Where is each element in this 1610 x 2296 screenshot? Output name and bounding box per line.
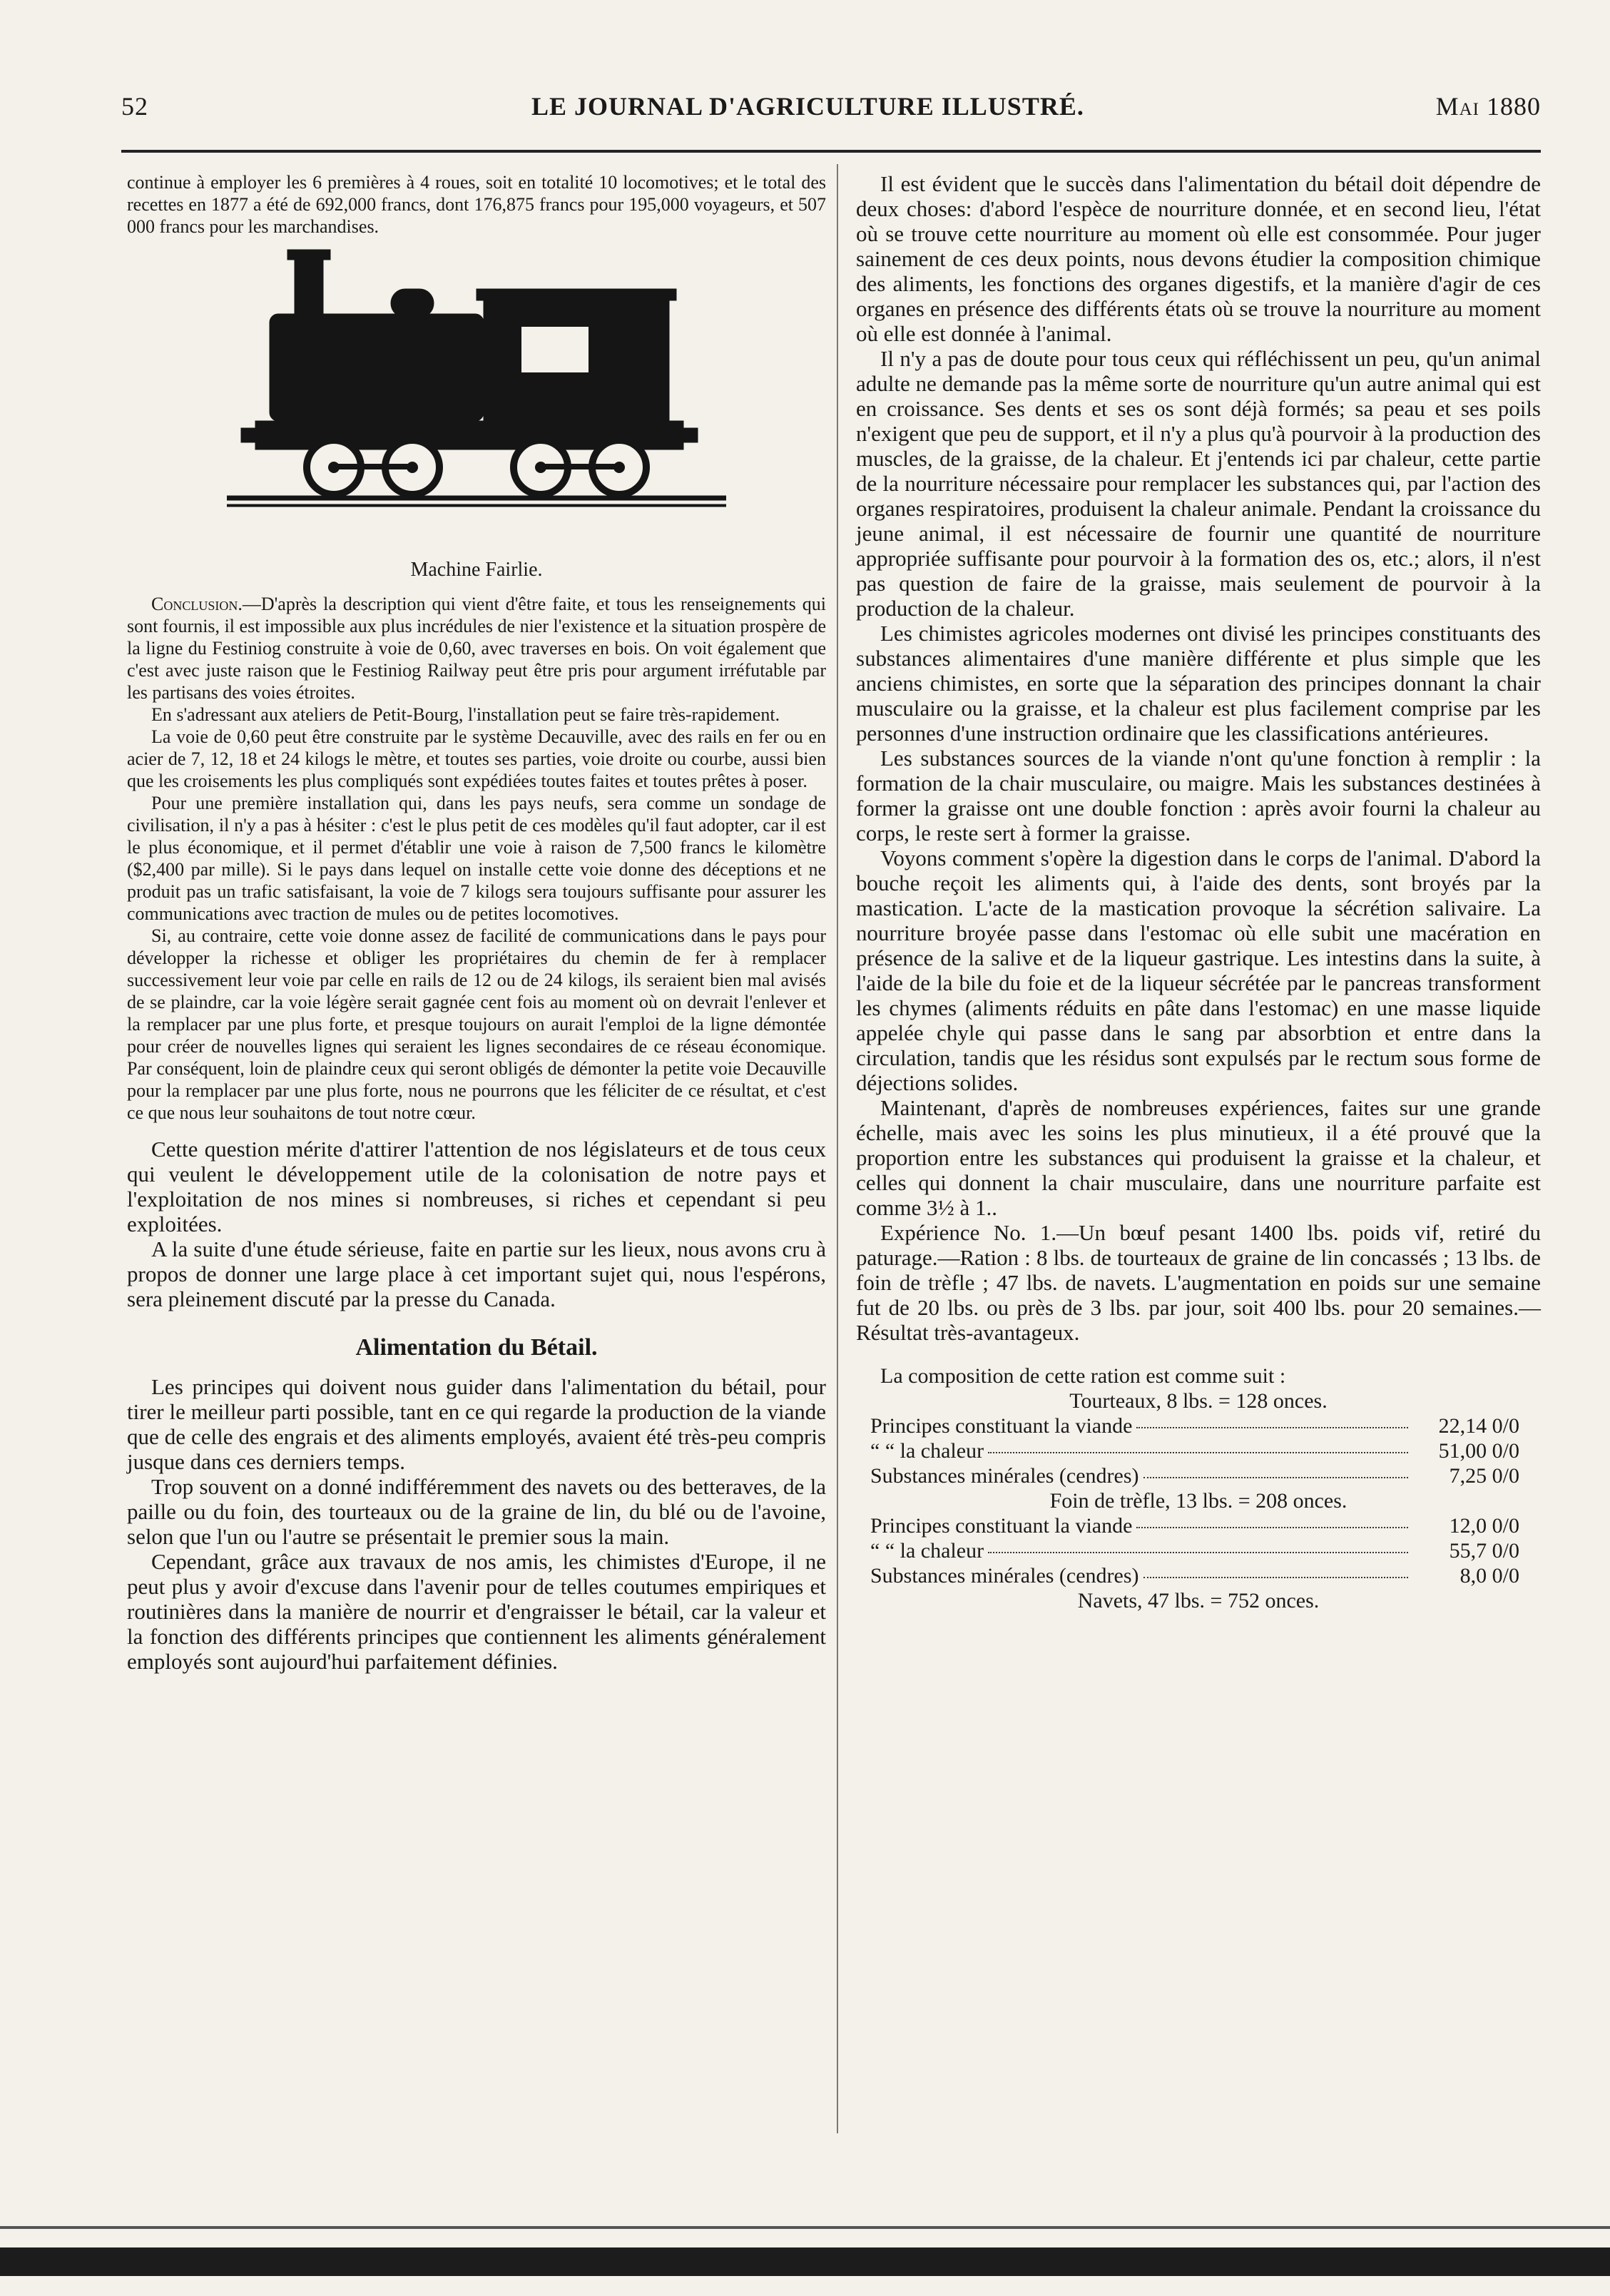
conclusion-paragraph	[127, 593, 826, 703]
paragraph: Il n'y a pas de doute pour tous ceux qui réfléchissent un peu, qu'un animal adulte ne demande pas la même sorte de nourriture qu'un autre animal qui est en croissance. Ses dents et ses os sont déjà formés; sa peau et ses poils n'exigent que peu de support, et il n'y a plus qu'à pourvoir à la production des muscles, de la graisse, de la chaleur. Et j'entends ici par chaleur, cette partie de la nourriture nécessaire pour remplacer les substances qui, par l'action des organes respiratoires, produisent la chaleur animale. Pendant la croissance du jeune animal, il est nécessaire de fournir une quantité de nourriture appropriée suffisante pour pourvoir à la formation des os, etc.; alors, il n'est pas question de faire de la graisse, mais seulement de pourvoir à la production de la chaleur.	[856, 346, 1541, 621]
paragraph: Les substances sources de la viande n'ont qu'une fonction à remplir : la formation de la chair musculaire, ou maigre. Mais les substances destinées à former la graisse ont une double fonction : après avoir fourni la chaleur au corps, le reste sert à former la graisse.	[856, 746, 1541, 845]
paragraph: Voyons comment s'opère la digestion dans le corps de l'animal. D'abord la bouche reçoit les aliments qui, à l'aide des dents, sont broyés par la mastication. L'acte de la mastication provoque la sécrétion salivaire. La nourriture broyée passe dans l'estomac où elle subit une macération en présence de la salive et de la liqueur gastrique. Les intestins dans la suite, à l'aide de la bile du foie et de la liqueur sécrétée par le pancreas transforment les chymes (aliments réduits en pâte dans l'estomac) en une masse liquide appelée chyle qui passe dans le sang par absorbtion et entre dans la circulation, tandis que les résidus sont expulsés par le rectum sous forme de déjections solides.	[856, 845, 1541, 1095]
bottom-rule	[0, 2226, 1610, 2229]
paragraph: Si, au contraire, cette voie donne assez de facilité de communications dans le pays pour développer la richesse et obliger les propriétaires du chemin de fer à remplacer successivement leur voie par celle en rails de 12 ou de 24 kilogs, ils seraient bien mal avisés de se plaindre, car la voie légère serait gagnée cent fois au moment où on devrait l'enlever et la remplacer par une plus forte, et presque toujours on aurait l'emploi de la ligne démontée pour créer de nouvelles lignes qui seraient les lignes secondaires de ce réseau économique. Par conséquent, loin de plaindre ceux qui seront obligés de démonter la petite voie Decauville pour la remplacer par une plus forte, nous ne pourrons que les féliciter de ce résultat, et c'est ce que nous leur souhaitons de tout notre cœur.	[127, 925, 826, 1123]
paragraph: Cependant, grâce aux travaux de nos amis, les chimistes d'Europe, il ne peut plus y avoir d'excuse dans l'avenir pour de telles coutumes empiriques et routinières dans la manière de nourrir et d'engraisser le bétail, car la valeur et la fonction des différents principes que contiennent les aliments généralement employés sont aujourd'hui parfaitement définies.	[127, 1549, 826, 1674]
right-column	[856, 171, 1541, 1613]
table-heading: Foin de trèfle, 13 lbs. = 208 onces.	[1049, 1489, 1347, 1513]
paragraph: Trop souvent on a donné indifféremment des navets ou des betteraves, de la paille ou du foin, des tourteaux ou de la graine de lin, du blé ou de l'avoine, selon que l'un ou l'autre se présentait le premier sous la main.	[127, 1474, 826, 1549]
paragraph: Cette question mérite d'attirer l'attention de nos législateurs et de tous ceux qui veulent le développement utile de la colonisation de notre pays et l'exploitation de nos mines si nombreuses, si riches et cependant si peu exploitées.	[127, 1137, 826, 1236]
page-header	[121, 91, 1541, 134]
row-value: 51,00 0/0	[1438, 1439, 1519, 1463]
conclusion-label: Conclusion.	[151, 594, 243, 614]
table-row	[856, 1438, 1541, 1463]
table-intro: La composition de cette ration est comme suit :	[880, 1364, 1286, 1388]
table-row	[856, 1413, 1541, 1438]
table-row	[856, 1463, 1541, 1488]
conclusion-text: —D'après la description qui vient d'être faite, et tous les renseignements qui sont fournis, il est impossible aux plus incrédules de nier l'existence et la situation prospère de la ligne du Festiniog construite à voie de 0,60, avec traverses en bois. On voit également que c'est avec juste raison que le Festiniog Railway peut être pris pour argument irréfutable par les partisans des voies étroites.	[127, 594, 826, 703]
paragraph: Il est évident que le succès dans l'alimentation du bétail doit dépendre de deux choses: d'abord l'espèce de nourriture donnée, et en second lieu, l'état où se trouve cette nourriture au moment où elle est consommée. Pour juger sainement de ces deux points, nous devons étudier la composition chimique des aliments, les fonctions des organes digestifs, et la manière d'agir de ces organes en présence des différents états où se trouve la nourriture au moment où elle est donnée à l'animal.	[856, 171, 1541, 346]
issue-date: Mai 1880	[1435, 92, 1541, 121]
paragraph: En s'adressant aux ateliers de Petit-Bourg, l'installation peut se faire très-rapidement.	[151, 704, 780, 725]
header-rule	[121, 150, 1541, 153]
paragraph: A la suite d'une étude sérieuse, faite en partie sur les lieux, nous avons cru à propos de donner une large place à cet important sujet qui, nous l'espérons, sera pleinement discuté par la presse du Canada.	[127, 1236, 826, 1311]
intro-paragraph: continue à employer les 6 premières à 4 roues, soit en totalité 10 locomotives; et le total des recettes en 1877 a été de 692,000 francs, dont 176,875 francs pour 195,000 voyageurs, et 507 000 francs pour les marchandises.	[127, 172, 826, 237]
paragraph: Les chimistes agricoles modernes ont divisé les principes constituants des substances alimentaires d'une manière différente et plus simple que les anciens chimistes, en sorte que la séparation des principes donnant la chair musculaire ou la graisse, et la chaleur est plus facilement comprise par les personnes d'une instruction ordinaire que les classifications antérieures.	[856, 621, 1541, 746]
row-label: Substances minérales (cendres)	[870, 1464, 1139, 1488]
locomotive-illustration	[227, 246, 726, 553]
table-heading: Navets, 47 lbs. = 752 onces.	[1077, 1589, 1320, 1612]
illustration-caption: Machine Fairlie.	[410, 559, 543, 581]
left-column	[127, 171, 826, 1674]
row-label: “ “ la chaleur	[870, 1539, 984, 1563]
paragraph: La voie de 0,60 peut être construite par le système Decauville, avec des rails en fer ou en acier de 7, 12, 18 et 24 kilogs le mètre, et toutes ses parties, voie droite ou courbe, aussi bien que les croisements les plus compliqués sont expédiées toutes faites et toutes prêtes à poser.	[127, 726, 826, 791]
ration-table	[856, 1363, 1541, 1613]
table-row	[856, 1538, 1541, 1563]
row-value: 22,14 0/0	[1438, 1414, 1519, 1438]
journal-title: LE JOURNAL D'AGRICULTURE ILLUSTRÉ.	[531, 92, 1084, 121]
row-value: 55,7 0/0	[1449, 1539, 1519, 1563]
table-heading: Tourteaux, 8 lbs. = 128 onces.	[1069, 1389, 1328, 1413]
paragraph: Expérience No. 1.—Un bœuf pesant 1400 lbs. poids vif, retiré du paturage.—Ration : 8 lbs. de tourteaux de graine de lin concassés ; 13 lbs. de foin de trèfle ; 47 lbs. de navets. L'augmentation en poids sur une semaine fut de 20 lbs. ou près de 3 lbs. par jour, soit 400 lbs. pour 20 semaines.— Résultat très-avantageux.	[856, 1220, 1541, 1345]
row-value: 7,25 0/0	[1449, 1464, 1519, 1488]
paragraph: Pour une première installation qui, dans les pays neufs, sera comme un sondage de civilisation, il n'y a pas à hésiter : c'est le plus petit de ces modèles qu'il faut adopter, car il est le plus économique, et il permet d'établir une voie à raison de 7,500 francs le kilomètre ($2,400 par mille). Si le pays dans lequel on installe cette voie donne des déceptions et ne produit pas un trafic satisfaisant, la voie de 7 kilogs sera toujours suffisante pour assurer les communications avec traction de mules ou de petites locomotives.	[127, 793, 826, 924]
row-label: “ “ la chaleur	[870, 1439, 984, 1463]
row-label: Principes constituant la viande	[870, 1514, 1133, 1538]
table-row	[856, 1513, 1541, 1538]
row-label: Substances minérales (cendres)	[870, 1564, 1139, 1588]
row-value: 12,0 0/0	[1449, 1514, 1519, 1538]
row-value: 8,0 0/0	[1459, 1564, 1519, 1588]
bottom-scan-band	[0, 2247, 1610, 2276]
column-divider	[837, 164, 838, 2133]
section-title: Alimentation du Bétail.	[355, 1334, 598, 1361]
page-number: 52	[121, 92, 148, 121]
paragraph: Maintenant, d'après de nombreuses expériences, faites sur une grande échelle, mais avec les soins les plus minutieux, il a été prouvé que la proportion entre les substances qui produisent la graisse et la chaleur, et celles qui donnent la chair musculaire, dans une nourriture parfaite est comme 3½ à 1..	[856, 1095, 1541, 1220]
row-label: Principes constituant la viande	[870, 1414, 1133, 1438]
table-row	[856, 1563, 1541, 1588]
paragraph: Les principes qui doivent nous guider dans l'alimentation du bétail, pour tirer le meilleur parti possible, tant en ce qui regarde la production de la viande que de celle des engrais et des aliments employés, avaient été très-peu compris jusque dans ces derniers temps.	[127, 1374, 826, 1474]
